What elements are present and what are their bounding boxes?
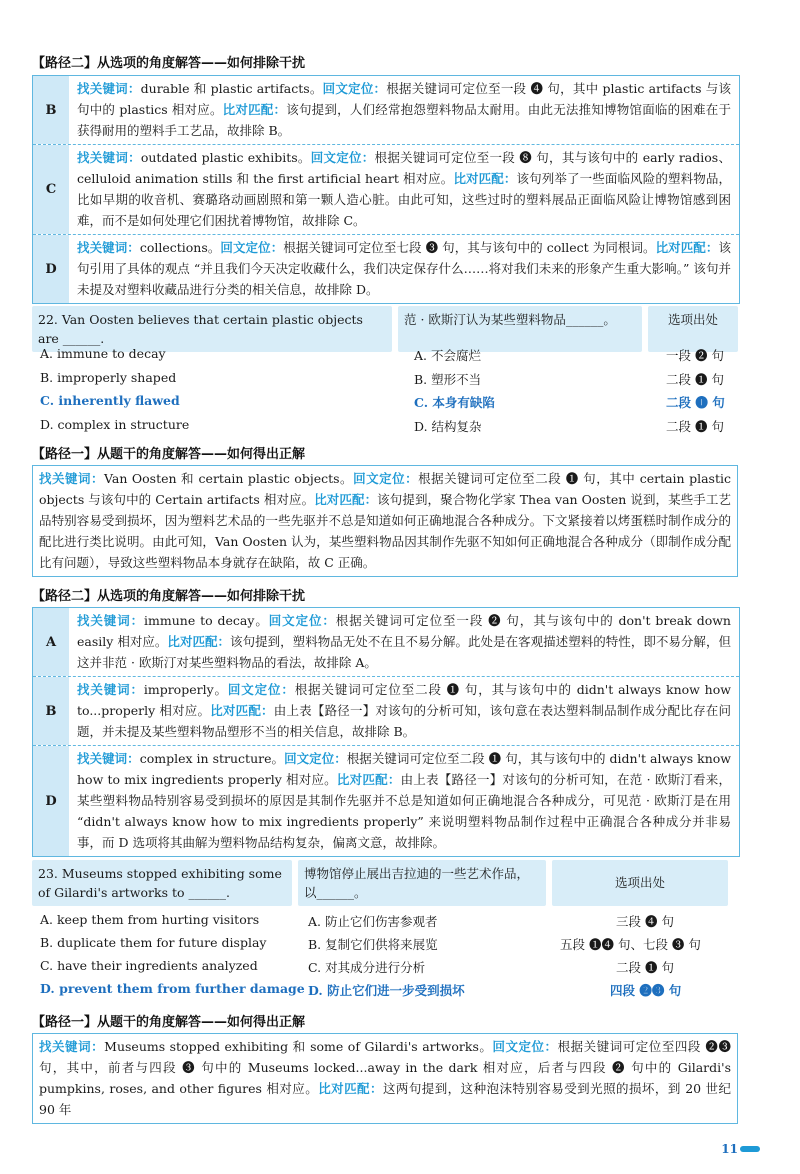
question-cn: 博物馆停止展出吉拉迪的一些艺术作品，以______。 bbox=[298, 860, 546, 906]
option-letter: C bbox=[33, 145, 69, 234]
option-source-correct: 四段 ❷❸ 句 bbox=[610, 983, 682, 998]
analysis-table-1 bbox=[32, 75, 740, 304]
option-en-correct: D. prevent them from further damage bbox=[40, 981, 305, 996]
option-source: 二段 ❶ 句 bbox=[666, 372, 724, 387]
option-en-correct: C. inherently flawed bbox=[40, 393, 180, 408]
section-heading: 【路径二】从选项的角度解答——如何排除干扰 bbox=[32, 56, 306, 71]
option-cn: B. 塑形不当 bbox=[414, 372, 482, 387]
section-heading: 【路径一】从题干的角度解答——如何得出正解 bbox=[32, 447, 306, 462]
option-letter: A bbox=[33, 608, 69, 676]
source-header: 选项出处 bbox=[648, 306, 738, 352]
option-source: 五段 ❶❹ 句、七段 ❸ 句 bbox=[560, 937, 701, 952]
page-marker-decoration bbox=[740, 1146, 760, 1152]
table-row bbox=[33, 746, 739, 856]
table-row bbox=[33, 608, 739, 677]
table-row bbox=[33, 677, 739, 746]
analysis-cell: 找关键词：durable 和 plastic artifacts。回文定位：根据关键词可定位至一段 ❹ 句，其中 plastic artifacts 与该句中的 plastics 相对应。比对匹配：该句提到，人们经常抱怨塑料物品太耐用。由此无法推知博物馆面临的困难在于获得耐用的塑料手工艺品，故排除 B。 bbox=[77, 81, 731, 138]
analysis-cell: 找关键词：collections。回文定位：根据关键词可定位至七段 ❸ 句，其与该句中的 collect 为同根词。比对匹配：该句引用了具体的观点 “并且我们今天决定收藏什么，我们决定保存什么……将对我们未来的形象产生重大影响。” 该句并未提及对塑料收藏品进行分类的相关信息，故排除 D。 bbox=[77, 240, 731, 297]
analysis-cell: 找关键词：outdated plastic exhibits。回文定位：根据关键词可定位至一段 ❽ 句，其与该句中的 early radios、celluloid animation stills 和 the first artificial heart 相对应。比对匹配：该句列举了一些面临风险的塑料物品，比如早期的收音机、赛璐珞动画剧照和第一颗人造心脏。由此可知，这些过时的塑料展品正面临风险让博物馆感到困难，而不是如何处理它们困扰着博物馆，故排除 C。 bbox=[77, 150, 731, 228]
option-letter: B bbox=[33, 677, 69, 745]
option-source-correct: 二段 ❶ 句 bbox=[666, 395, 725, 410]
option-en: B. improperly shaped bbox=[40, 370, 177, 385]
analysis-cell: 找关键词：improperly。回文定位：根据关键词可定位至二段 ❶ 句，其与该句中的 didn't always know how to...properly 相对应。比对匹配：由上表【路径一】对该句的分析可知，该句意在表达塑料制品制作成分配比存在问题，并未提及某些塑料物品塑形不当的相关信息，故排除 B。 bbox=[77, 682, 731, 739]
explanation-box-22: 找关键词：Van Oosten 和 certain plastic objects。回文定位：根据关键词可定位至二段 ❶ 句，其中 certain plastic objects 与该句中的 Certain artifacts 相对应。比对匹配：该句提到，聚合物化学家 Thea van Oosten 说到，某些手工艺品特别容易受到损坏，因为塑料艺术品的一些先驱并不总是知道如何正确地混合各种成分。下文紧接着以烤蛋糕时制作成分的配比进行类比说明。由此可知，Van Oosten 认为，某些塑料物品因其制作先驱不知如何正确地混合各种成分（即制作成分配比有问题），导致这些塑料物品本身就存在缺陷，故 C 正确。 bbox=[32, 465, 738, 577]
page-number: 11 bbox=[721, 1142, 738, 1156]
option-en: A. keep them from hurting visitors bbox=[40, 912, 260, 927]
analysis-cell: 找关键词：complex in structure。回文定位：根据关键词可定位至二段 ❶ 句，其与该句中的 didn't always know how to mix ingredients properly 相对应。比对匹配：由上表【路径一】对该句的分析可知，在范 · 欧斯汀看来，某些塑料物品特别容易受到损坏的原因是其制作先驱并不总是知道如何正确地混合各种成分，可见范 · 欧斯汀是在用 “didn't always know how to mix ingredients properly” 来说明塑料物品制作过程中正确混合各种成分并非易事，而 D 选项将其曲解为塑料物品结构复杂，偏离文意，故排除。 bbox=[77, 751, 731, 850]
question-23-bar bbox=[32, 860, 728, 906]
question-en: 23. Museums stopped exhibiting some of Gilardi's artworks to ______. bbox=[32, 860, 292, 906]
option-source: 三段 ❹ 句 bbox=[616, 914, 674, 929]
option-source: 二段 ❶ 句 bbox=[666, 419, 724, 434]
option-cn-correct: D. 防止它们进一步受到损坏 bbox=[308, 983, 465, 998]
table-row bbox=[33, 145, 739, 235]
option-letter: B bbox=[33, 76, 69, 144]
option-letter: D bbox=[33, 235, 69, 303]
option-cn: A. 不会腐烂 bbox=[414, 348, 481, 363]
explanation-box-23: 找关键词：Museums stopped exhibiting 和 some of Gilardi's artworks。回文定位：根据关键词可定位至四段 ❷❸ 句，其中，前者与四段 ❸ 句中的 Museums locked...away in the dark 相对应，后者与四段 ❷ 句中的 Gilardi's pumpkins, roses, and other figures 相对应。比对匹配：这两句提到，这种泡沫特别容易受到光照的损坏，到 20 世纪 90 年 bbox=[32, 1033, 738, 1124]
option-source: 二段 ❶ 句 bbox=[616, 960, 674, 975]
section-heading: 【路径一】从题干的角度解答——如何得出正解 bbox=[32, 1015, 306, 1030]
option-cn: D. 结构复杂 bbox=[414, 419, 482, 434]
option-cn: C. 对其成分进行分析 bbox=[308, 960, 426, 975]
option-letter: D bbox=[33, 746, 69, 856]
table-row bbox=[33, 235, 739, 303]
table-row bbox=[33, 76, 739, 145]
option-cn: A. 防止它们伤害参观者 bbox=[308, 914, 438, 929]
option-en: A. immune to decay bbox=[40, 346, 166, 361]
option-cn-correct: C. 本身有缺陷 bbox=[414, 395, 495, 410]
question-en: 22. Van Oosten believes that certain plastic objects are ______. bbox=[32, 306, 392, 352]
option-en: D. complex in structure bbox=[40, 417, 190, 432]
section-heading: 【路径二】从选项的角度解答——如何排除干扰 bbox=[32, 589, 306, 604]
analysis-table-2 bbox=[32, 607, 740, 857]
option-cn: B. 复制它们供将来展览 bbox=[308, 937, 438, 952]
analysis-cell: 找关键词：immune to decay。回文定位：根据关键词可定位至一段 ❷ 句，其与该句中的 don't break down easily 相对应。比对匹配：该句提到，塑料物品无处不在且不易分解。此处是在客观描述塑料的特性，即不易分解，但这并非范 · 欧斯汀对某些塑料物品的看法，故排除 A。 bbox=[77, 613, 731, 670]
option-en: B. duplicate them for future display bbox=[40, 935, 267, 950]
option-en: C. have their ingredients analyzed bbox=[40, 958, 258, 973]
source-header: 选项出处 bbox=[552, 860, 728, 906]
option-source: 一段 ❷ 句 bbox=[666, 348, 724, 363]
question-cn: 范 · 欧斯汀认为某些塑料物品______。 bbox=[398, 306, 642, 352]
